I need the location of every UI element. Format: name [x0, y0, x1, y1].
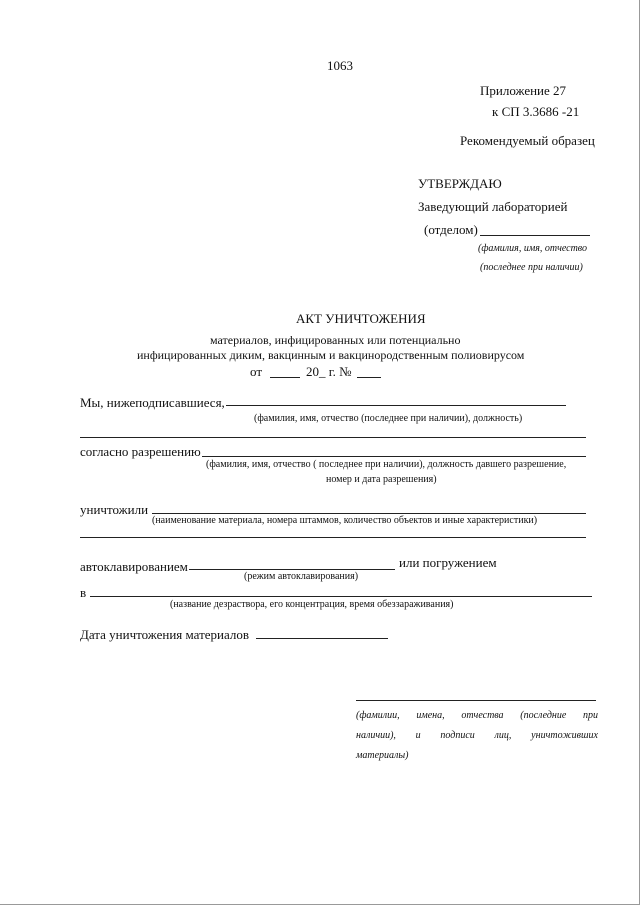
page-number: 1063: [327, 58, 353, 73]
undersigned-hint: (фамилия, имя, отчество (последнее при наличии), должность): [254, 413, 523, 424]
autoclave-field[interactable]: [189, 569, 395, 570]
head-signature-line[interactable]: [480, 235, 590, 236]
autoclave-label: автоклавированием: [80, 559, 188, 574]
sig-word: и: [415, 730, 421, 741]
regulation-reference: к СП 3.3686 -21: [492, 104, 580, 119]
destruction-date-field[interactable]: [256, 638, 388, 639]
appendix-label: Приложение 27: [480, 83, 567, 98]
subtitle-line-1: материалов, инфицированных или потенциально: [210, 333, 461, 347]
approve-heading: УТВЕРЖДАЮ: [418, 176, 502, 191]
permission-field[interactable]: [202, 456, 586, 457]
destruction-date-label: Дата уничтожения материалов: [80, 627, 250, 642]
subtitle-line-2: инфицированных диким, вакцинным и вакцинородственным полиовирусом: [137, 348, 525, 362]
signatories-hint: [356, 706, 598, 766]
document-title: АКТ УНИЧТОЖЕНИЯ: [296, 311, 426, 326]
fio-hint: (фамилия, имя, отчество: [478, 243, 588, 254]
disinfectant-field[interactable]: [90, 596, 592, 597]
sig-word: (последние: [520, 710, 567, 721]
sig-word: уничтоживших: [531, 730, 598, 741]
fio-hint-2: (последнее при наличии): [480, 262, 583, 273]
department-label: (отделом): [424, 222, 478, 237]
sig-word: (фамилии,: [356, 710, 400, 721]
undersigned-label: Мы, нижеподписавшиеся,: [80, 395, 225, 410]
date-from-label: от: [250, 364, 263, 379]
sig-word: материалы): [356, 750, 409, 761]
permission-hint-2: номер и дата разрешения): [326, 474, 437, 485]
sample-note: Рекомендуемый образец: [460, 133, 595, 148]
destroyed-label: уничтожили: [80, 502, 149, 517]
immersion-label: или погружением: [399, 555, 497, 570]
autoclave-hint: (режим автоклавирования): [244, 571, 359, 582]
undersigned-field[interactable]: [226, 405, 566, 406]
sig-word: имена,: [416, 710, 445, 721]
destroyed-field-2[interactable]: [80, 537, 586, 538]
destroyed-hint: (наименование материала, номера штаммов, количество объектов и иные характеристики): [152, 515, 538, 526]
sig-word: лиц,: [494, 730, 512, 741]
permission-label: согласно разрешению: [80, 444, 201, 459]
signatories-line[interactable]: [356, 700, 596, 701]
in-label: в: [80, 585, 87, 600]
date-year-label: 20_ г. №: [306, 364, 352, 379]
head-of-lab-label: Заведующий лабораторией: [418, 199, 568, 214]
disinfectant-hint: (название дезраствора, его концентрация, время обеззараживания): [170, 599, 454, 610]
sig-word: отчества: [461, 710, 504, 721]
undersigned-field-2[interactable]: [80, 437, 586, 438]
act-number-field[interactable]: [357, 377, 381, 378]
date-day-field[interactable]: [270, 377, 300, 378]
sig-word: наличии),: [356, 730, 396, 741]
sig-word: подписи: [440, 730, 475, 741]
destroyed-field[interactable]: [152, 513, 586, 514]
permission-hint-1: (фамилия, имя, отчество ( последнее при наличии), должность давшего разрешение,: [206, 459, 567, 470]
sig-word: при: [582, 710, 598, 721]
